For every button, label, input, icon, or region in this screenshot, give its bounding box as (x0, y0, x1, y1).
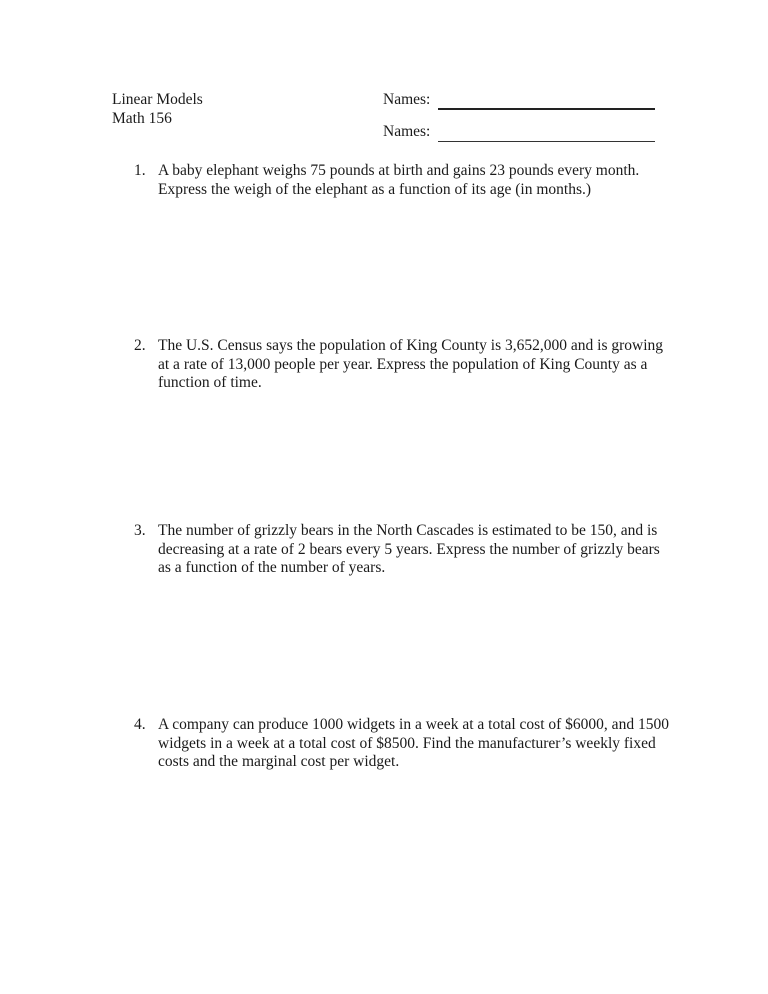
course-name: Math 156 (112, 109, 172, 127)
question-number: 2. (134, 337, 146, 354)
question-1 (134, 162, 674, 199)
names-field-2 (383, 123, 655, 142)
question-text: A company can produce 1000 widgets in a week at a total cost of $6000, and 1500 widgets in a week at a total cost of $8500. Find the manufacturer’s weekly fixed costs and the marginal cost per widget. (158, 716, 669, 770)
worksheet-title: Linear Models (112, 91, 203, 108)
question-number: 1. (134, 162, 146, 179)
question-text: The U.S. Census says the population of King County is 3,652,000 and is growing at a rate of 13,000 people per year. Express the population of King County as a function of time. (158, 337, 664, 391)
question-text: The number of grizzly bears in the North Cascades is estimated to be 150, and is decreasing at a rate of 2 bears every 5 years. Express the number of grizzly bears as a function of the number of years. (158, 522, 660, 576)
names-label: Names: (383, 123, 431, 140)
question-text: A baby elephant weighs 75 pounds at birth and gains 23 pounds every month. Express the weigh of the elephant as a function of its age (in months.) (158, 162, 640, 198)
worksheet-header (112, 91, 203, 128)
question-number: 4. (134, 716, 146, 733)
names-field-1 (383, 91, 655, 110)
names-label: Names: (383, 91, 431, 108)
names-blank-line[interactable] (438, 94, 655, 110)
question-3 (134, 522, 674, 578)
question-4 (134, 716, 674, 772)
question-number: 3. (134, 522, 146, 539)
names-blank-line[interactable] (438, 127, 655, 142)
question-2 (134, 337, 674, 393)
